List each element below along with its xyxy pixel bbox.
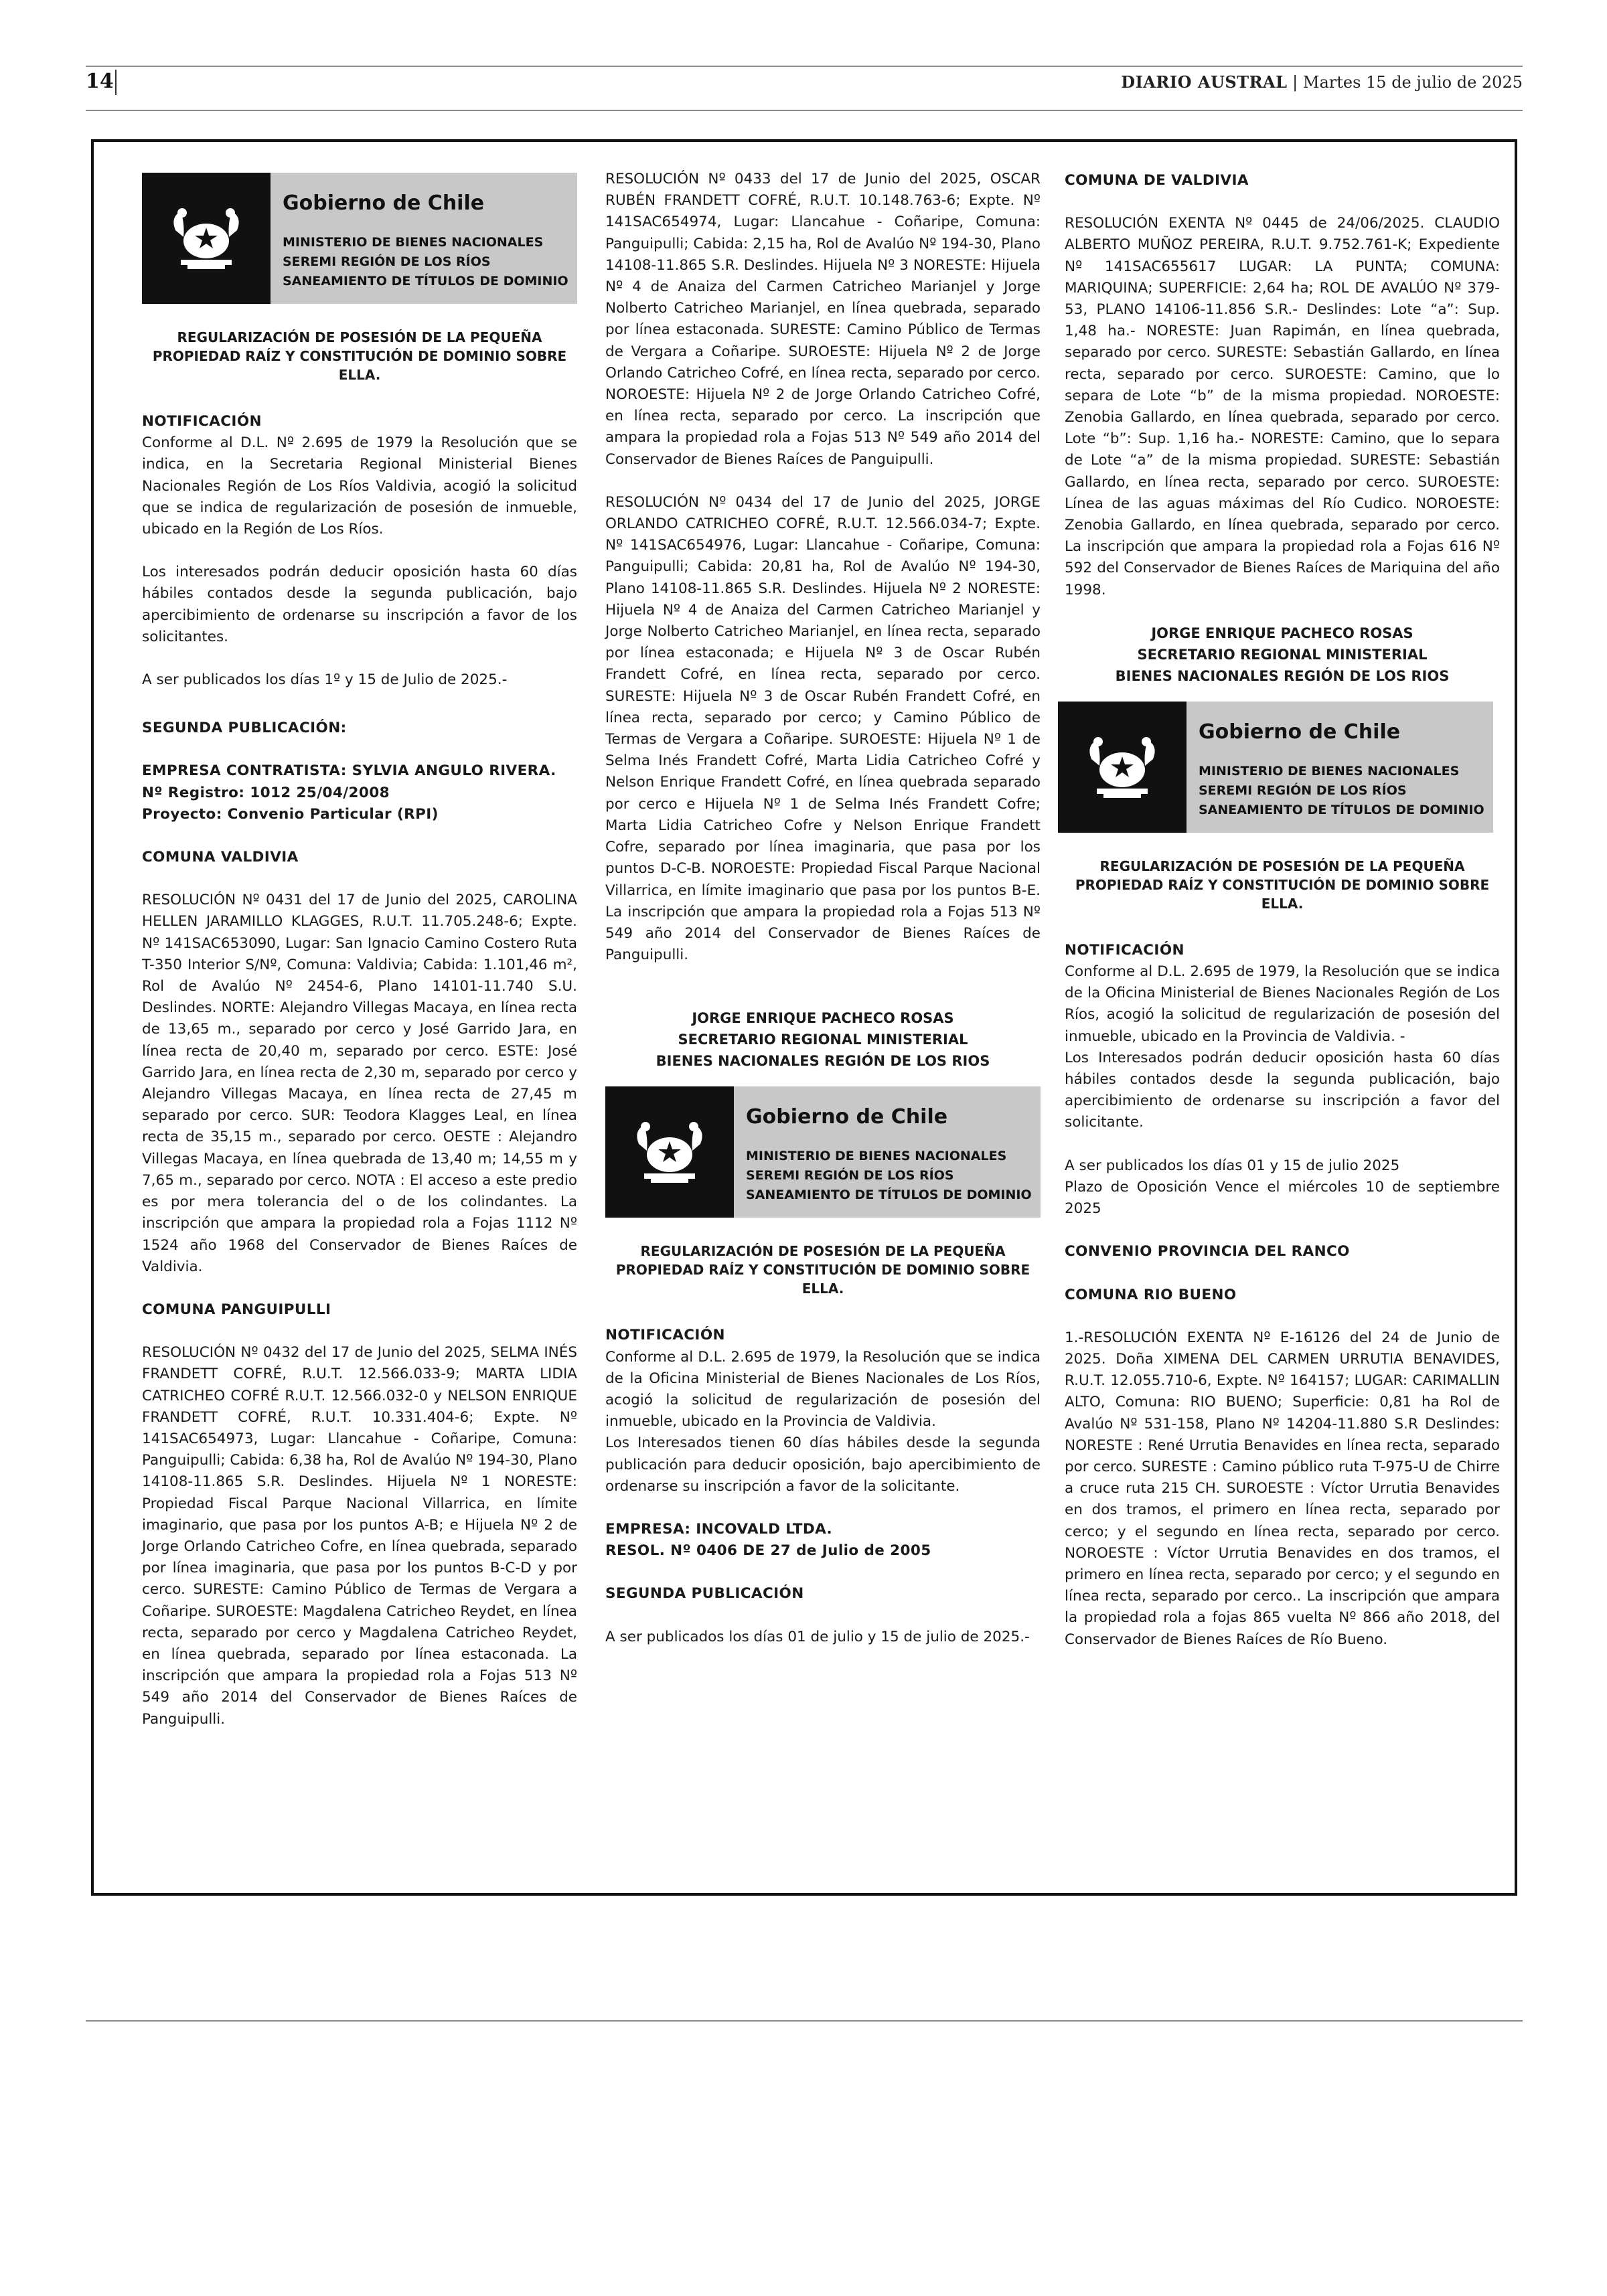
header-bottom-rule [86, 110, 1523, 111]
resolution-0445: RESOLUCIÓN EXENTA Nº 0445 de 24/06/2025. CLAUDIO ALBERTO MUÑOZ PEREIRA, R.U.T. 9.752.761-K; Expediente Nº 141SAC655617 LUGAR: LA PUNTA; COMUNA: MARIQUINA; SUPERFICIE: 2,64 ha; ROL DE AVALÚO Nº 379-53, PLANO 14106-11.856 S.R.- Deslindes: Lote “a”: Sup. 1,48 ha.- NORESTE: Juan Rapimán, en línea quebrada, separado por cerco. SURESTE: Sebastián Gallardo, en línea recta, separado por cerco. SUROESTE: Camino, que lo separa de Lote “b” de la misma propiedad. NOROESTE: Zenobia Gallardo, en línea quebrada, separado por cerco. Lote “b”: Sup. 1,16 ha.- NORESTE: Camino, que lo separa de Lote “a” de la misma propiedad. SURESTE: Sebastián Gallardo, en línea recta, separado por cerco. SUROESTE: Línea de las aguas máximas del Río Cudico. NOROESTE: Zenobia Gallardo, en línea quebrada, separado por cerco. La inscripción que ampara la propiedad rola a Fojas 616 Nº 592 del Conservador de Bienes Raíces de Mariquina del año 1998. [1065, 215, 1500, 598]
logo-subtitle [1199, 762, 1484, 820]
second-publication-label: SEGUNDA PUBLICACIÓN [605, 1585, 804, 1603]
issue-date: Martes 15 de julio de 2025 [1302, 73, 1523, 92]
page-number: 14 [86, 70, 114, 93]
logo-program: SANEAMIENTO DE TÍTULOS DE DOMINIO [1199, 802, 1484, 817]
notification-label: NOTIFICACIÓN [605, 1327, 725, 1344]
chile-coat-of-arms-icon [167, 203, 245, 273]
opposition-text: Los Interesados podrán deducir oposición hasta 60 días hábiles contados desde la segunda publicación, bajo apercibimiento de ordenarse su inscripción a favor del solicitante. [1065, 1049, 1500, 1131]
column-1 [142, 173, 577, 1752]
column-3 [1065, 170, 1500, 1672]
signature-role: SECRETARIO REGIONAL MINISTERIAL [678, 1032, 968, 1048]
logo-ministry: MINISTERIO DE BIENES NACIONALES [283, 235, 544, 250]
opposition-text: Los Interesados tienen 60 días hábiles desde la segunda publicación para deducir oposición, bajo apercibimiento de ordenarse su inscripción a favor de la solicitante. [605, 1434, 1041, 1495]
registry-number: Nº Registro: 1012 25/04/2008 [142, 784, 390, 801]
publication-dates: A ser publicados los días 1º y 15 de Julio de 2025.- [142, 671, 508, 689]
logo-black-panel [1058, 702, 1187, 833]
notification-text: Conforme al D.L. 2.695 de 1979, la Resolución que se indica de la Oficina Ministerial de Bienes Nacionales de Los Ríos, acogió la solicitud de regularización de posesión del inmueble, ubicado en la Provincia de Valdivia. [605, 1348, 1041, 1430]
commune-valdivia-heading: COMUNA VALDIVIA [142, 849, 299, 866]
commune-valdivia-heading: COMUNA DE VALDIVIA [1065, 172, 1249, 189]
paper-name: DIARIO AUSTRAL [1121, 72, 1288, 92]
resolution-0434: RESOLUCIÓN Nº 0434 del 17 de Junio del 2025, JORGE ORLANDO CATRICHEO COFRÉ, R.U.T. 12.566.034-7; Expte. Nº 141SAC654976, Lugar: Llancahue - Coñaripe, Comuna: Panguipulli; Cabida: 20,81 ha, Rol de Avalúo Nº 194-30, Plano 14108-11.865 S.R. Deslindes. Hijuela Nº 2 NORESTE: Hijuela Nº 4 de Anaiza del Carmen Catricheo Marianjel y Jorge Nolberto Catricheo Marianjel, en línea recta, separado por línea estaconada; e Hijuela Nº 3 de Oscar Rubén Frandett Cofré, en línea recta, separado por cerco. SURESTE: Hijuela Nº 3 de Oscar Rubén Frandett Cofré, en línea recta, separado por cerco; y Camino Público de Termas de Vergara a Coñaripe. SUROESTE: Hijuela Nº 1 de Selma Inés Frandett Cofré, Marta Lidia Catricheo Cofré y Nelson Enrique Frandett Cofré, en línea quebrada separado por cerco e Hijuela Nº 1 de Selma Inés Frandett Cofre; Marta Lidia Catricheo Cofre y Nelson Enrique Frandett Cofre, separado por línea imaginaria, que pasa por los puntos D-C-B. NOROESTE: Propiedad Fiscal Parque Nacional Villarrica, en límite imaginario que pasa por los puntos B-E. La inscripción que ampara la propiedad rola a Fojas 513 Nº 549 año 2014 del Conservador de Bienes Raíces de Panguipulli. [605, 493, 1041, 964]
logo-subtitle [283, 233, 568, 291]
signature-office: BIENES NACIONALES REGIÓN DE LOS RIOS [1115, 667, 1450, 684]
logo-text-panel [271, 173, 577, 304]
logo-subtitle [746, 1147, 1032, 1205]
contractor-name: EMPRESA CONTRATISTA: SYLVIA ANGULO RIVERA. [142, 762, 556, 780]
logo-ministry: MINISTERIO DE BIENES NACIONALES [1199, 763, 1460, 778]
signature-block [605, 1007, 1041, 1072]
regularization-title-line2: PROPIEDAD RAÍZ Y CONSTITUCIÓN DE DOMINIO SOBRE ELLA. [615, 1262, 1030, 1297]
resolution-0433: RESOLUCIÓN Nº 0433 del 17 de Junio del 2025, OSCAR RUBÉN FRANDETT COFRÉ, R.U.T. 10.148.763-6; Expte. Nº 141SAC654974, Lugar: Llancahue - Coñaripe, Comuna: Panguipulli; Cabida: 2,15 ha, Rol de Avalúo Nº 194-30, Plano 14108-11.865 S.R. Deslindes. Hijuela Nº 3 NORESTE: Hijuela Nº 4 de Anaiza del Carmen Catricheo Marianjel y Jorge Nolberto Catricheo Marianjel, en línea quebrada, separado por línea estaconada. SURESTE: Camino Público de Termas de Vergara a Coñaripe. SUROESTE: Hijuela Nº 2 de Jorge Orlando Catricheo Cofré, en línea recta, separado por cerco. NOROESTE: Hijuela Nº 2 de Jorge Orlando Catricheo Cofré, en línea recta, separado por cerco. La inscripción que ampara la propiedad rola a Fojas 513 Nº 549 año 2014 del Conservador de Bienes Raíces de Panguipulli. [605, 171, 1041, 468]
logo-black-panel [142, 173, 271, 304]
notification-label: NOTIFICACIÓN [1065, 941, 1184, 959]
notification-label: NOTIFICACIÓN [142, 413, 262, 430]
regularization-title-line2: PROPIEDAD RAÍZ Y CONSTITUCIÓN DE DOMINIO SOBRE ELLA. [1075, 876, 1490, 912]
logo-seremi: SEREMI REGIÓN DE LOS RÍOS [746, 1168, 954, 1183]
company-name: EMPRESA: INCOVALD LTDA. [605, 1520, 833, 1538]
opposition-text: Los interesados podrán deducir oposición hasta 60 días hábiles contados desde la segunda publicación, bajo apercibimiento de ordenarse su inscripción a favor de los solicitantes. [142, 564, 577, 645]
notification-text: Conforme al D.L. 2.695 de 1979, la Resolución que se indica de la Oficina Ministerial de Bienes Nacionales Región de Los Ríos, acogió la solicitud de regularización de posesión del inmueble, ubicado en la Provincia de Valdivia. - [1065, 963, 1500, 1045]
logo-title: Gobierno de Chile [1199, 720, 1401, 744]
logo-seremi: SEREMI REGIÓN DE LOS RÍOS [283, 254, 491, 269]
commune-panguipulli-heading: COMUNA PANGUIPULLI [142, 1301, 331, 1318]
logo-black-panel [605, 1086, 734, 1218]
logo-text-panel [734, 1086, 1041, 1218]
header-top-rule [86, 66, 1523, 67]
signature-block [1065, 623, 1500, 687]
regularization-title-line1: REGULARIZACIÓN DE POSESIÓN DE LA PEQUEÑA [1099, 857, 1465, 874]
resolution-0432: RESOLUCIÓN Nº 0432 del 17 de Junio del 2025, SELMA INÉS FRANDETT COFRÉ, R.U.T. 12.566.033-9; MARTA LIDIA CATRICHEO COFRÉ R.U.T. 12.566.032-0 y NELSON ENRIQUE FRANDETT COFRÉ, R.U.T. 10.331.404-6; Expte. Nº 141SAC654973, Lugar: Llancahue - Coñaripe, Comuna: Panguipulli; Cabida: 6,38 ha, Rol de Avalúo Nº 194-30, Plano 14108-11.865 S.R. Deslindes. Hijuela Nº 1 NORESTE: Propiedad Fiscal Parque Nacional Villarrica, en límite imaginario, que pasa por los puntos A-B; e Hijuela Nº 2 de Jorge Orlando Catricheo Cofre, en línea quebrada, separado por línea imaginaria, que pasa por los puntos B-C-D y por cerco. SURESTE: Camino Público de Termas de Vergara a Coñaripe. SUROESTE: Magdalena Catricheo Reydet, en línea recta, separado por cerco y Magdalena Catricheo Reydet, en línea quebrada, separado por línea estaconada. La inscripción que ampara la propiedad rola a Fojas 513 Nº 549 año 2014 del Conservador de Bienes Raíces de Panguipulli. [142, 1344, 577, 1728]
logo-program: SANEAMIENTO DE TÍTULOS DE DOMINIO [283, 274, 568, 289]
logo-title: Gobierno de Chile [283, 191, 485, 215]
regularization-title [1065, 857, 1500, 913]
signature-name: JORGE ENRIQUE PACHECO ROSAS [692, 1010, 954, 1027]
publication-dates: A ser publicados los días 01 y 15 de julio 2025 [1065, 1157, 1400, 1174]
footer-rule [86, 2020, 1523, 2022]
regularization-title [605, 1242, 1041, 1298]
signature-role: SECRETARIO REGIONAL MINISTERIAL [1137, 646, 1428, 663]
regularization-title [142, 328, 577, 384]
logo-text-panel [1187, 702, 1493, 833]
column-2 [605, 169, 1041, 1669]
notification-text: Conforme al D.L. Nº 2.695 de 1979 la Resolución que se indica, en la Secretaria Regional Ministerial Bienes Nacionales Región de Los Ríos Valdivia, acogió la solicitud que se indica de regularización de posesión de inmueble, ubicado en la Región de Los Ríos. [142, 434, 577, 538]
signature-name: JORGE ENRIQUE PACHECO ROSAS [1151, 625, 1413, 641]
gobierno-logo-block [605, 1086, 1041, 1218]
regularization-title-line2: PROPIEDAD RAÍZ Y CONSTITUCIÓN DE DOMINIO SOBRE ELLA. [152, 348, 567, 383]
logo-program: SANEAMIENTO DE TÍTULOS DE DOMINIO [746, 1187, 1032, 1203]
page-number-separator [115, 70, 117, 95]
regularization-title-line1: REGULARIZACIÓN DE POSESIÓN DE LA PEQUEÑA [640, 1243, 1006, 1260]
commune-rio-bueno-heading: COMUNA RIO BUENO [1065, 1286, 1237, 1303]
masthead: DIARIO AUSTRAL | Martes 15 de julio de 2025 [1121, 72, 1523, 92]
regularization-title-line1: REGULARIZACIÓN DE POSESIÓN DE LA PEQUEÑA [177, 329, 542, 345]
project-name: Proyecto: Convenio Particular (RPI) [142, 805, 439, 823]
company-resolution: RESOL. Nº 0406 DE 27 de Julio de 2005 [605, 1542, 931, 1560]
logo-ministry: MINISTERIO DE BIENES NACIONALES [746, 1149, 1007, 1164]
chile-coat-of-arms-icon [631, 1117, 708, 1187]
resolution-e16126: 1.-RESOLUCIÓN EXENTA Nº E-16126 del 24 de Junio de 2025. Doña XIMENA DEL CARMEN URRUTIA BENAVIDES, R.U.T. 12.055.710-6, Expte. Nº 164157; LUGAR: CARIMALLIN ALTO, Comuna: RIO BUENO; Superficie: 0,81 ha Rol de Avalúo Nº 531-158, Plano Nº 14204-11.880 S.R Deslindes: NORESTE : René Urrutia Benavides en línea recta, separado por cerco. SURESTE : Camino público ruta T-975-U de Chirre a cruce ruta 215 CH. SUROESTE : Víctor Urrutia Benavides en dos tramos, el primero en línea recta, separado por cerco; y el segundo en línea recta, separado por cerco. NOROESTE : Víctor Urrutia Benavides en dos tramos, el primero en línea recta, separado por cerco; y el segundo en línea recta, separado por cerco.. La inscripción que ampara la propiedad rola a fojas 865 vuelta Nº 866 año 2018, del Conservador de Bienes Raíces de Río Bueno. [1065, 1329, 1500, 1648]
signature-office: BIENES NACIONALES REGIÓN DE LOS RIOS [656, 1053, 990, 1070]
chile-coat-of-arms-icon [1083, 732, 1161, 802]
spacer [605, 987, 1041, 1007]
publication-dates: A ser publicados los días 01 de julio y 15 de julio de 2025.- [605, 1628, 1030, 1645]
gobierno-logo-block [142, 173, 577, 304]
logo-title: Gobierno de Chile [746, 1105, 948, 1129]
convenio-heading: CONVENIO PROVINCIA DEL RANCO [1065, 1243, 1350, 1260]
logo-seremi: SEREMI REGIÓN DE LOS RÍOS [1199, 783, 1407, 798]
gobierno-logo-block [1058, 702, 1493, 833]
resolution-0431: RESOLUCIÓN Nº 0431 del 17 de Junio del 2025, CAROLINA HELLEN JARAMILLO KLAGGES, R.U.T. 11.705.248-6; Expte. Nº 141SAC653090, Lugar: San Ignacio Camino Costero Ruta T-350 Interior S/Nº, Comuna: Valdivia; Cabida: 1.101,46 m², Rol de Avalúo Nº 2454-6, Plano 14101-11.740 S.U. Deslindes. NORTE: Alejandro Villegas Macaya, en línea recta de 13,65 m., separado por cerco y José Garrido Jara, en línea recta de 20,40 m, separado por cerco. ESTE: José Garrido Jara, en línea recta de 2,30 m, separado por cerco y Alejandro Villegas Macaya, en línea recta de 27,45 m separado por cerco. SUR: Teodora Klagges Leal, en línea recta de 35,15 m., separado por cerco. OESTE : Alejandro Villegas Macaya, en línea quebrada de 13,40 m; 14,55 m y 7,65 m., separado por cerco. NOTA : El acceso a este predio es por mera tolerancia del o de los colindantes. La inscripción que ampara la propiedad rola a Fojas 1112 Nº 1524 año 1968 del Conservador de Bienes Raíces de Valdivia. [142, 892, 577, 1275]
second-publication-label: SEGUNDA PUBLICACIÓN: [142, 720, 347, 737]
opposition-deadline: Plazo de Oposición Vence el miércoles 10 de septiembre 2025 [1065, 1178, 1500, 1218]
